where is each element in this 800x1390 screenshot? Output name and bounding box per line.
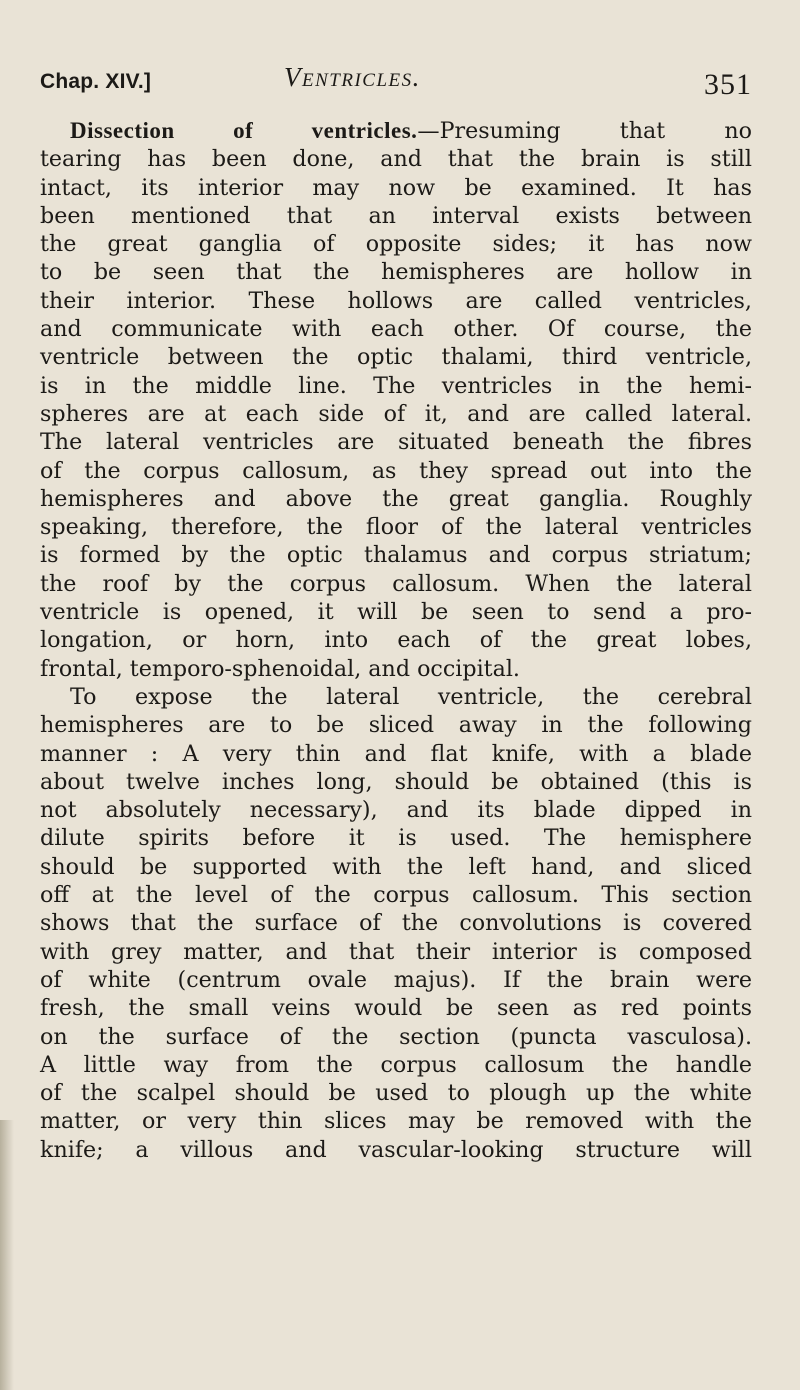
- page-edge-shadow: [0, 1120, 14, 1390]
- text-line: [40, 117, 752, 145]
- text-line: dilute spirits before it is used. The hemisphere: [40, 825, 752, 852]
- text-line-content: —Presuming that no: [417, 118, 752, 144]
- text-line: hemispheres and above the great ganglia. Roughly: [40, 485, 752, 512]
- text-line: knife; a villous and vascular-looking structure will: [40, 1136, 752, 1163]
- text-line: frontal, temporo-sphenoidal, and occipital.: [40, 655, 520, 682]
- text-line: longation, or horn, into each of the great lobes,: [40, 627, 752, 654]
- text-line: and communicate with each other. Of course, the: [40, 316, 752, 343]
- text-line: ventricle is opened, it will be seen to send a pro-: [40, 599, 752, 626]
- text-line: of the corpus callosum, as they spread out into the: [40, 457, 752, 484]
- text-line: To expose the lateral ventricle, the cerebral: [70, 683, 752, 710]
- text-line: The lateral ventricles are situated beneath the fibres: [40, 429, 752, 456]
- text-line: on the surface of the section (puncta vasculosa).: [40, 1023, 752, 1050]
- text-line: been mentioned that an interval exists between: [40, 202, 752, 229]
- section-heading: Dissection of ventricles.: [70, 118, 418, 143]
- text-line: should be supported with the left hand, and sliced: [40, 853, 752, 880]
- text-line: speaking, therefore, the floor of the lateral ventricles: [40, 514, 752, 541]
- text-line: A little way from the corpus callosum the handle: [40, 1051, 752, 1078]
- text-line: with grey matter, and that their interior is composed: [40, 938, 752, 965]
- text-line: ventricle between the optic thalami, third ventricle,: [40, 344, 752, 371]
- text-line: tearing has been done, and that the brain is still: [40, 146, 752, 173]
- text-line: hemispheres are to be sliced away in the following: [40, 712, 752, 739]
- text-line: the great ganglia of opposite sides; it has now: [40, 231, 752, 258]
- text-line: is in the middle line. The ventricles in the hemi-: [40, 372, 752, 399]
- text-line: off at the level of the corpus callosum. This section: [40, 882, 752, 909]
- text-line: spheres are at each side of it, and are called lateral.: [40, 400, 752, 427]
- body-text: [40, 117, 752, 1164]
- text-line: their interior. These hollows are called ventricles,: [40, 287, 752, 314]
- text-line: manner : A very thin and flat knife, with a blade: [40, 740, 752, 767]
- text-line: is formed by the optic thalamus and corpus striatum;: [40, 542, 752, 569]
- page-number: 351: [704, 68, 752, 101]
- page-title: Ventricles.: [284, 62, 421, 92]
- text-line: matter, or very thin slices may be removed with the: [40, 1108, 752, 1135]
- text-line: not absolutely necessary), and its blade dipped in: [40, 797, 752, 824]
- text-line: of white (centrum ovale majus). If the brain were: [40, 966, 752, 993]
- text-line: about twelve inches long, should be obtained (this is: [40, 768, 752, 795]
- running-head: [40, 62, 752, 102]
- text-line: to be seen that the hemispheres are hollow in: [40, 259, 752, 286]
- chapter-label: Chap. XIV.]: [40, 70, 152, 93]
- text-line: the roof by the corpus callosum. When the lateral: [40, 570, 752, 597]
- text-line: shows that the surface of the convolutions is covered: [40, 910, 752, 937]
- text-line: fresh, the small veins would be seen as red points: [40, 995, 752, 1022]
- text-line: of the scalpel should be used to plough up the white: [40, 1080, 752, 1107]
- text-line: intact, its interior may now be examined. It has: [40, 174, 752, 201]
